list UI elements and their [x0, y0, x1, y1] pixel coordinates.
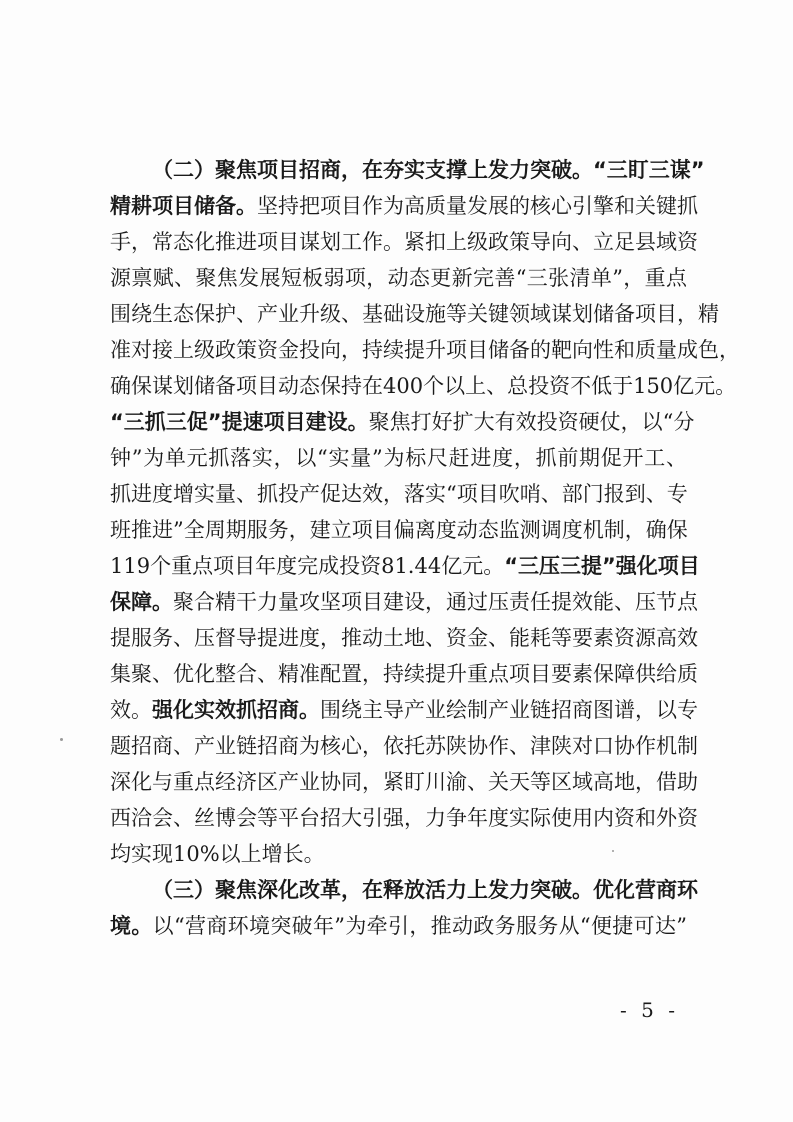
paragraph-line: 集聚、优化整合、精准配置，持续提升重点项目要素保障供给质 [110, 662, 698, 686]
paragraph-line [110, 872, 698, 908]
paragraph-line: 班推进”全周期服务，建立项目偏离度动态监测调度机制，确保 [110, 518, 688, 542]
paragraph-line: “三抓三促”提速项目建设。聚焦打好扩大有效投资硬仗，以“分 [110, 410, 695, 434]
paragraph-line: 准对接上级政策资金投向，持续提升项目储备的靶向性和质量成色， [110, 338, 740, 362]
paragraph-line: 抓进度增实量、抓投产促达效，落实“项目吹哨、部门报到、专 [110, 482, 688, 506]
paragraph-line: 境。以“营商环境突破年”为牵引，推动政务服务从“便捷可达” [110, 914, 687, 938]
paragraph-line: 提服务、压督导提进度，推动土地、资金、能耗等要素资源高效 [110, 626, 698, 650]
document-body [110, 152, 740, 944]
paragraph-line: 围绕生态保护、产业升级、基础设施等关键领域谋划储备项目，精 [110, 302, 719, 326]
paragraph-line: 手，常态化推进项目谋划工作。紧扣上级政策导向、立足县域资 [110, 230, 698, 254]
paragraph-line: 确保谋划储备项目动态保持在400个以上、总投资不低于150亿元。 [110, 374, 737, 398]
section-heading: （二）聚焦项目招商，在夯实支撑上发力突破。“三盯三谋” [152, 158, 705, 182]
paragraph-line: 题招商、产业链招商为核心，依托苏陕协作、津陕对口协作机制 [110, 734, 698, 758]
paragraph-line: 深化与重点经济区产业协同，紧盯川渝、关天等区域高地，借助 [110, 770, 698, 794]
scan-speck [612, 850, 614, 852]
subheading: 强化实效抓招商。 [152, 698, 320, 722]
subheading: 境。 [110, 914, 153, 938]
paragraph-line: 西洽会、丝博会等平台招大引强，力争年度实际使用内资和外资 [110, 806, 698, 830]
paragraph-line: 精耕项目储备。坚持把项目作为高质量发展的核心引擎和关键抓 [110, 194, 698, 218]
page-number: - 5 - [620, 998, 679, 1022]
section-heading: （三）聚焦深化改革，在释放活力上发力突破。优化营商环 [152, 878, 698, 902]
subheading: 保障。 [110, 590, 173, 614]
scan-speck [60, 738, 63, 741]
paragraph-line: 均实现10%以上增长。 [110, 842, 325, 866]
paragraph-line: 效。强化实效抓招商。围绕主导产业绘制产业链招商图谱，以专 [110, 698, 698, 722]
subheading: 精耕项目储备。 [110, 194, 257, 218]
subheading: “三抓三促”提速项目建设。 [110, 410, 369, 434]
paragraph-line [110, 152, 705, 188]
paragraph-line: 保障。聚合精干力量攻坚项目建设，通过压责任提效能、压节点 [110, 590, 698, 614]
paragraph-line: 源禀赋、聚焦发展短板弱项，动态更新完善“三张清单”，重点 [110, 266, 687, 290]
subheading: “三压三提”强化项目 [504, 554, 700, 578]
paragraph-line: 钟”为单元抓落实，以“实量”为标尺赶进度，抓前期促开工、 [110, 446, 687, 470]
paragraph-line: 119个重点项目年度完成投资81.44亿元。“三压三提”强化项目 [110, 554, 700, 578]
